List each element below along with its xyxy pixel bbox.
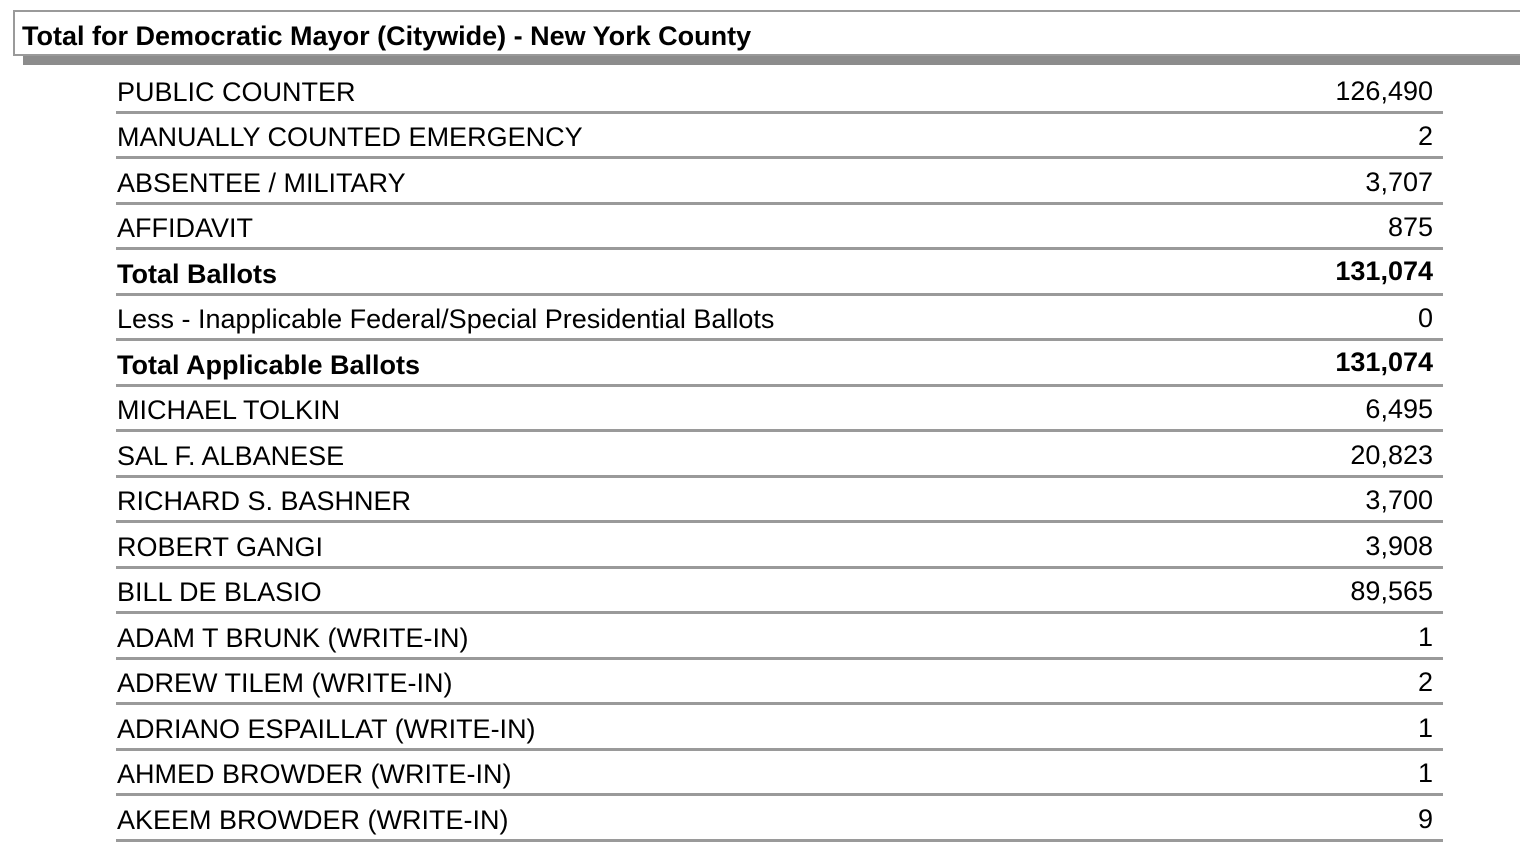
row-value: 89,565: [1350, 576, 1433, 606]
table-row: [116, 114, 1443, 160]
row-value: 3,700: [1365, 485, 1433, 515]
row-label: AFFIDAVIT: [117, 213, 254, 243]
row-label: Total Ballots: [117, 258, 278, 289]
row-value: 0: [1417, 303, 1433, 333]
table-row: [116, 796, 1443, 842]
table-row: [116, 478, 1443, 524]
row-value: 1: [1417, 621, 1433, 652]
row-value: 126,490: [1335, 75, 1433, 106]
row-value: 875: [1387, 212, 1433, 242]
table-row: [116, 159, 1443, 205]
row-label: ADREW TILEM (WRITE-IN): [117, 668, 453, 698]
row-label: ADRIANO ESPAILLAT (WRITE-IN): [117, 713, 536, 744]
row-value: 3,707: [1365, 166, 1433, 197]
table-row: [116, 432, 1443, 478]
row-value: 131,074: [1335, 346, 1433, 377]
row-label: ROBERT GANGI: [117, 531, 324, 562]
table-row: [116, 68, 1443, 114]
row-value: 131,074: [1335, 255, 1433, 286]
table-row: [116, 705, 1443, 751]
results-table: [116, 68, 1443, 842]
row-value: 1: [1417, 712, 1433, 743]
row-label: Total Applicable Ballots: [117, 349, 421, 380]
total-row: [116, 250, 1443, 296]
row-value: 1: [1417, 758, 1433, 788]
table-row: [116, 387, 1443, 433]
row-label: BILL DE BLASIO: [117, 577, 322, 607]
table-row: [116, 296, 1443, 342]
section-title: Total for Democratic Mayor (Citywide) - New York County: [22, 21, 752, 51]
row-value: 2: [1417, 667, 1433, 697]
row-label: AKEEM BROWDER (WRITE-IN): [117, 804, 509, 835]
row-label: ABSENTEE / MILITARY: [117, 167, 406, 198]
table-row: [116, 614, 1443, 660]
section-header: [13, 10, 1520, 56]
row-label: PUBLIC COUNTER: [117, 76, 356, 107]
row-label: MANUALLY COUNTED EMERGENCY: [117, 122, 583, 152]
row-label: ADAM T BRUNK (WRITE-IN): [117, 622, 469, 653]
row-value: 3,908: [1365, 530, 1433, 561]
row-label: RICHARD S. BASHNER: [117, 486, 412, 516]
table-row: [116, 751, 1443, 797]
row-value: 2: [1417, 121, 1433, 151]
total-row: [116, 341, 1443, 387]
row-value: 20,823: [1350, 439, 1433, 470]
table-row: [116, 205, 1443, 251]
table-row: [116, 523, 1443, 569]
row-value: 9: [1417, 803, 1433, 834]
row-label: Less - Inapplicable Federal/Special Presidential Ballots: [117, 304, 775, 334]
table-row: [116, 660, 1443, 706]
row-label: MICHAEL TOLKIN: [117, 395, 341, 425]
row-label: AHMED BROWDER (WRITE-IN): [117, 759, 512, 789]
row-value: 6,495: [1365, 394, 1433, 424]
header-shadow: [23, 56, 1520, 65]
table-row: [116, 569, 1443, 615]
row-label: SAL F. ALBANESE: [117, 440, 345, 471]
